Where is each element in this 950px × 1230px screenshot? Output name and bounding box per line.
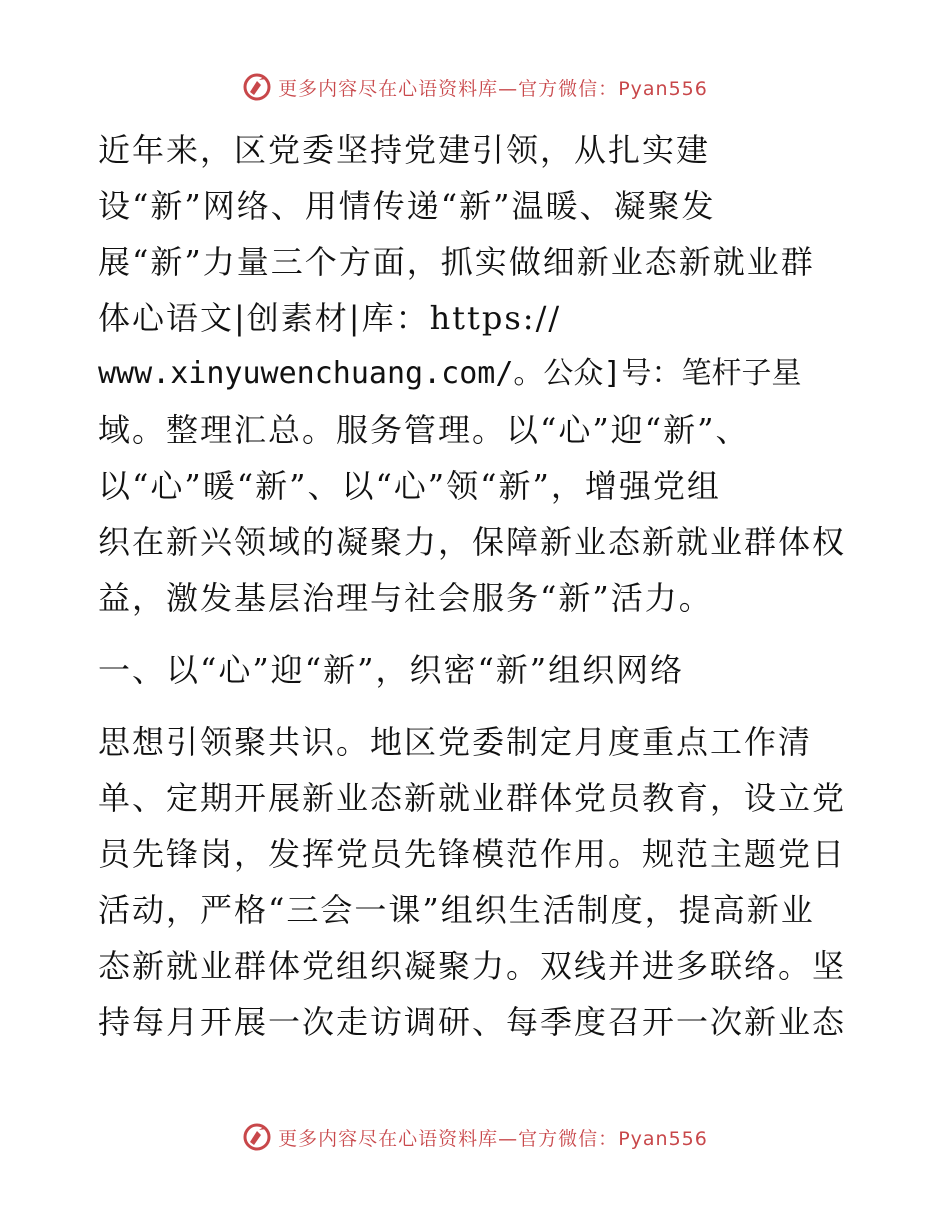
header-brand-name: 更多内容尽在心语资料库: [278, 77, 499, 100]
footer-wechat-label: 官方微信：: [518, 1127, 619, 1150]
text-line-url: www.xinyuwenchuang.com/。公众]号：笔杆子星: [98, 356, 802, 391]
text-line: 以“心”暖“新”、以“心”领“新”，增强党组: [98, 467, 721, 505]
text-line: 展“新”力量三个方面，抓实做细新业态新就业群: [98, 243, 815, 281]
text-line: 体心语文|创素材|库：https://: [98, 299, 562, 337]
text-line: 活动，严格“三会一课”组织生活制度，提高新业: [98, 891, 815, 929]
brand-logo-icon: [242, 1122, 272, 1152]
text-line: 单、定期开展新业态新就业群体党员教育，设立党: [98, 779, 847, 817]
document-body: [98, 122, 858, 1050]
footer-banner: [0, 1122, 950, 1152]
paragraph-intro: [98, 122, 858, 626]
text-line: 益，激发基层治理与社会服务“新”活力。: [98, 579, 713, 617]
footer-brand-text: [278, 1124, 708, 1151]
footer-wechat-id: Pyan556: [618, 1127, 708, 1150]
text-line: 设“新”网络、用情传递“新”温暖、凝聚发: [98, 187, 716, 225]
footer-separator: —: [498, 1127, 519, 1150]
paragraph-section-one: [98, 714, 858, 1050]
text-line: 近年来，区党委坚持党建引领，从扎实建: [98, 131, 711, 169]
section-heading: 一、以“心”迎“新”，织密“新”组织网络: [98, 651, 685, 689]
paragraph-gap: [98, 626, 858, 642]
text-line: 态新就业群体党组织凝聚力。双线并进多联络。坚: [98, 947, 847, 985]
header-wechat-id: Pyan556: [618, 77, 708, 100]
paragraph-gap: [98, 698, 858, 714]
brand-logo-icon: [242, 72, 272, 102]
text-line: 织在新兴领域的凝聚力，保障新业态新就业群体权: [98, 523, 847, 561]
text-line: 域。整理汇总。服务管理。以“心”迎“新”、: [98, 411, 750, 449]
header-banner: [0, 72, 950, 102]
header-wechat-label: 官方微信：: [518, 77, 619, 100]
text-line: 思想引领聚共识。地区党委制定月度重点工作清: [98, 723, 813, 761]
header-separator: —: [498, 77, 519, 100]
text-line: 持每月开展一次走访调研、每季度召开一次新业态: [98, 1003, 847, 1041]
text-line: 员先锋岗，发挥党员先锋模范作用。规范主题党日: [98, 835, 847, 873]
footer-brand-name: 更多内容尽在心语资料库: [278, 1127, 499, 1150]
header-brand-text: [278, 74, 708, 101]
